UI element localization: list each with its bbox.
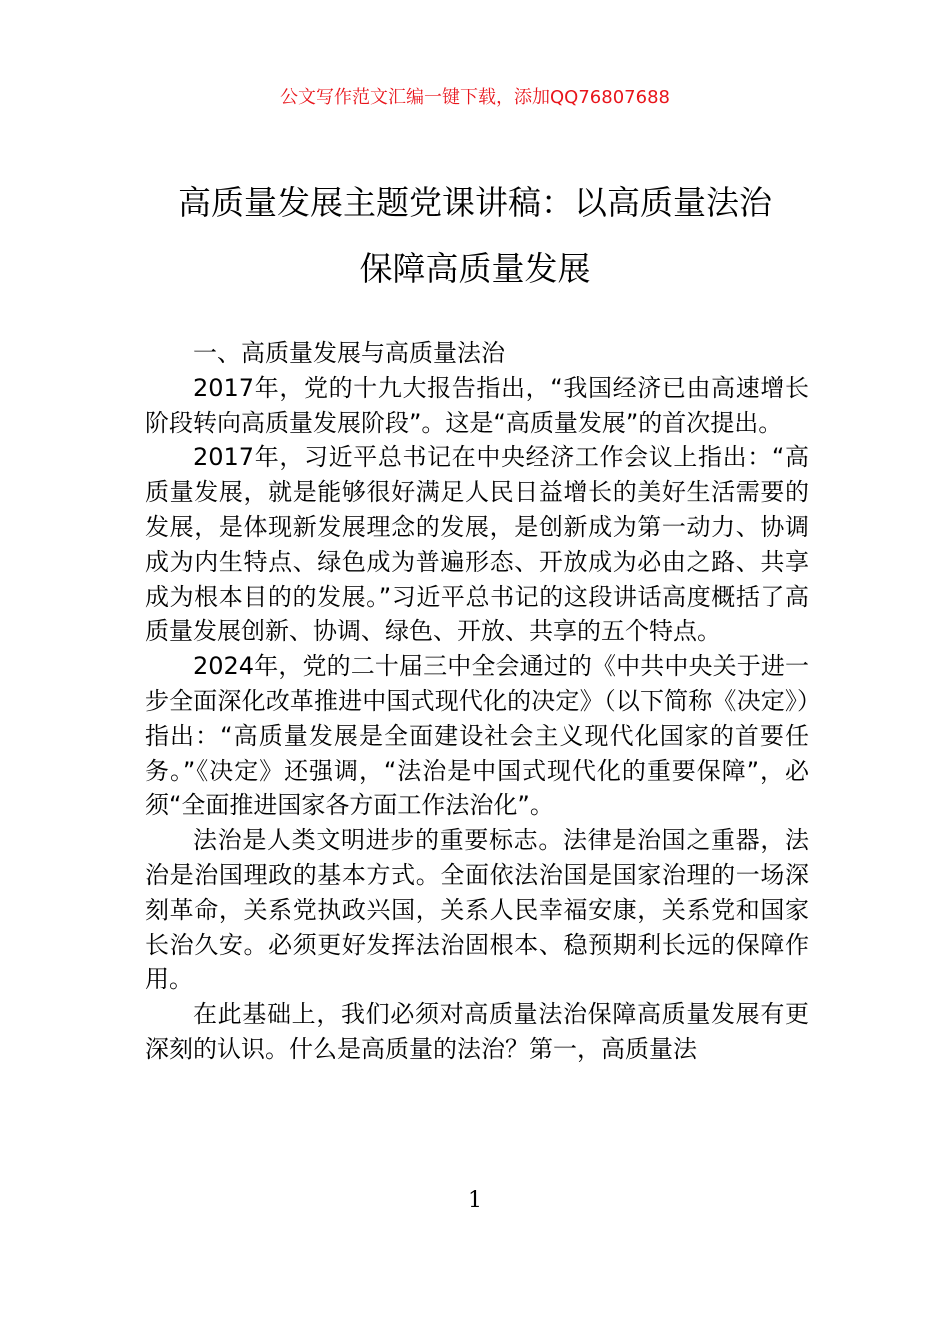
paragraph: 在此基础上，我们必须对高质量法治保障高质量发展有更深刻的认识。什么是高质量的法治？第一，高质量法 xyxy=(145,1000,809,1063)
section-heading: 一、高质量发展与高质量法治 xyxy=(193,339,505,367)
document-body xyxy=(145,336,809,1067)
page-number: 1 xyxy=(468,1188,482,1213)
header-download-note: 公文写作范文汇编一键下载，添加QQ76807688 xyxy=(280,87,670,108)
title-line-2: 保障高质量发展 xyxy=(359,249,591,288)
paragraph: 2017年，党的十九大报告指出，“我国经济已由高速增长阶段转向高质量发展阶段”。这是“高质量发展”的首次提出。 xyxy=(145,373,809,437)
paragraph: 2024年，党的二十届三中全会通过的《中共中央关于进一步全面深化改革推进中国式现代化的决定》（以下简称《决定》）指出：“高质量发展是全面建设社会主义现代化国家的首要任务。”《决定》还强调，“法治是中国式现代化的重要保障”，必须“全面推进国家各方面工作法治化”。 xyxy=(145,652,809,820)
paragraph: 法治是人类文明进步的重要标志。法律是治国之重器，法治是治国理政的基本方式。全面依法治国是国家治理的一场深刻革命，关系党执政兴国，关系人民幸福安康，关系党和国家长治久安。必须更好发挥法治固根本、稳预期利长远的保障作用。 xyxy=(145,826,809,994)
paragraph: 2017年，习近平总书记在中央经济工作会议上指出：“高质量发展，就是能够很好满足人民日益增长的美好生活需要的发展，是体现新发展理念的发展，是创新成为第一动力、协调成为内生特点、绿色成为普遍形态、开放成为必由之路、共享成为根本目的的发展。”习近平总书记的这段讲话高度概括了高质量发展创新、协调、绿色、开放、共享的五个特点。 xyxy=(145,443,809,646)
title-line-1: 高质量发展主题党课讲稿：以高质量法治 xyxy=(178,183,772,222)
document-title xyxy=(120,170,830,302)
